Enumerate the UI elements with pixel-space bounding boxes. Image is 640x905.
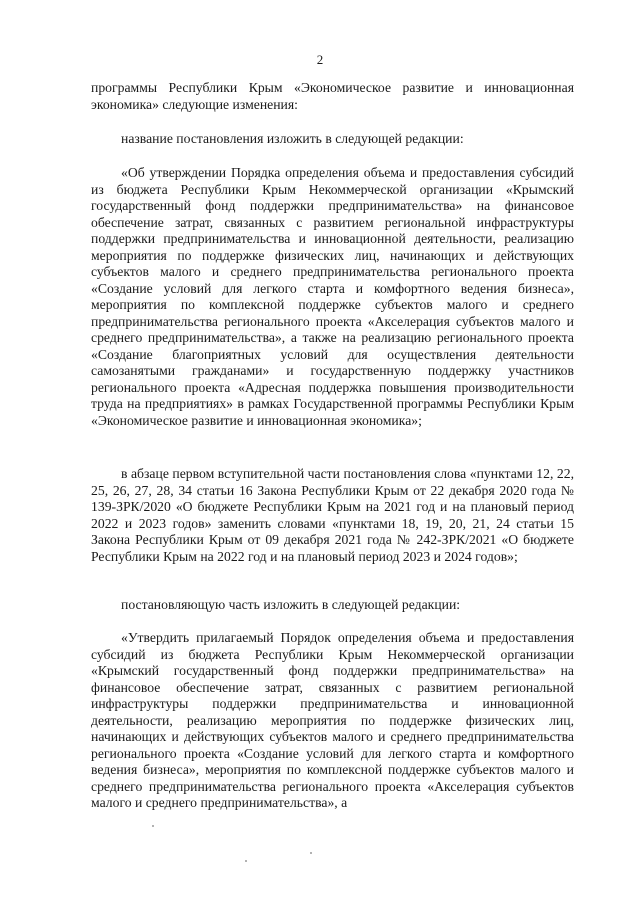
scan-artifact-dot bbox=[152, 825, 154, 827]
page-number: 2 bbox=[316, 52, 324, 67]
paragraph-abzac-instruction: в абзаце первом вступительной части постановления слова «пунктами 12, 22, 25, 26, 27, 28, 34 статьи 16 Закона Республики Крым от 22 декабря 2020 года № 139-ЗРК/2020 «О бюджете Республики Крым на 2021 год и на плановый период 2022 и 2023 годов» заменить словами «пунктами 18, 19, 20, 21, 24 статьи 15 Закона Республики Крым от 09 декабря 2021 года № 242-ЗРК/2021 «О бюджете Республики Крым на 2022 год и на плановый период 2023 и 2024 годов»; bbox=[91, 466, 574, 564]
paragraph-intro: программы Республики Крым «Экономическое развитие и инновационная экономика» следующие изменения: bbox=[91, 80, 574, 112]
paragraph-new-title: «Об утверждении Порядка определения объема и предоставления субсидий из бюджета Республики Крым Некоммерческой организации «Крымский государственный фонд поддержки предпринимательства» на финансовое обеспечение затрат, связанных с развитием региональной инфраструктуры поддержки предпринимательства и инновационной деятельности, реализацию мероприятия по поддержке физических лиц, начинающих и действующих субъектов малого и среднего предпринимательства регионального проекта «Создание условий для легкого старта и комфортного ведения бизнеса», мероприятия по комплексной поддержке субъектов малого и среднего предпринимательства регионального проекта «Акселерация субъектов малого и среднего предпринимательства», а также на реализацию регионального проекта «Создание благоприятных условий для осуществления деятельности самозанятыми гражданами» и государственную поддержку участников регионального проекта «Адресная поддержка повышения производительности труда на предприятиях» в рамках Государственной программы Республики Крым «Экономическое развитие и инновационная экономика»; bbox=[91, 165, 574, 428]
scan-artifact-dot bbox=[245, 860, 247, 862]
paragraph-post-instruction: постановляющую часть изложить в следующей редакции: bbox=[121, 597, 461, 612]
scan-artifact-dot bbox=[310, 852, 312, 854]
paragraph-title-instruction: название постановления изложить в следующей редакции: bbox=[121, 131, 464, 146]
paragraph-new-post: «Утвердить прилагаемый Порядок определения объема и предоставления субсидий из бюджета Республики Крым Некоммерческой организации «Крымский государственный фонд поддержки предпринимательства» на финансовое обеспечение затрат, связанных с развитием региональной инфраструктуры поддержки предпринимательства и инновационной деятельности, реализацию мероприятия по поддержке физических лиц, начинающих и действующих субъектов малого и среднего предпринимательства регионального проекта «Создание условий для легкого старта и комфортного ведения бизнеса», мероприятия по комплексной поддержке субъектов малого и среднего предпринимательства регионального проекта «Акселерация субъектов малого и среднего предпринимательства», а bbox=[91, 630, 574, 810]
